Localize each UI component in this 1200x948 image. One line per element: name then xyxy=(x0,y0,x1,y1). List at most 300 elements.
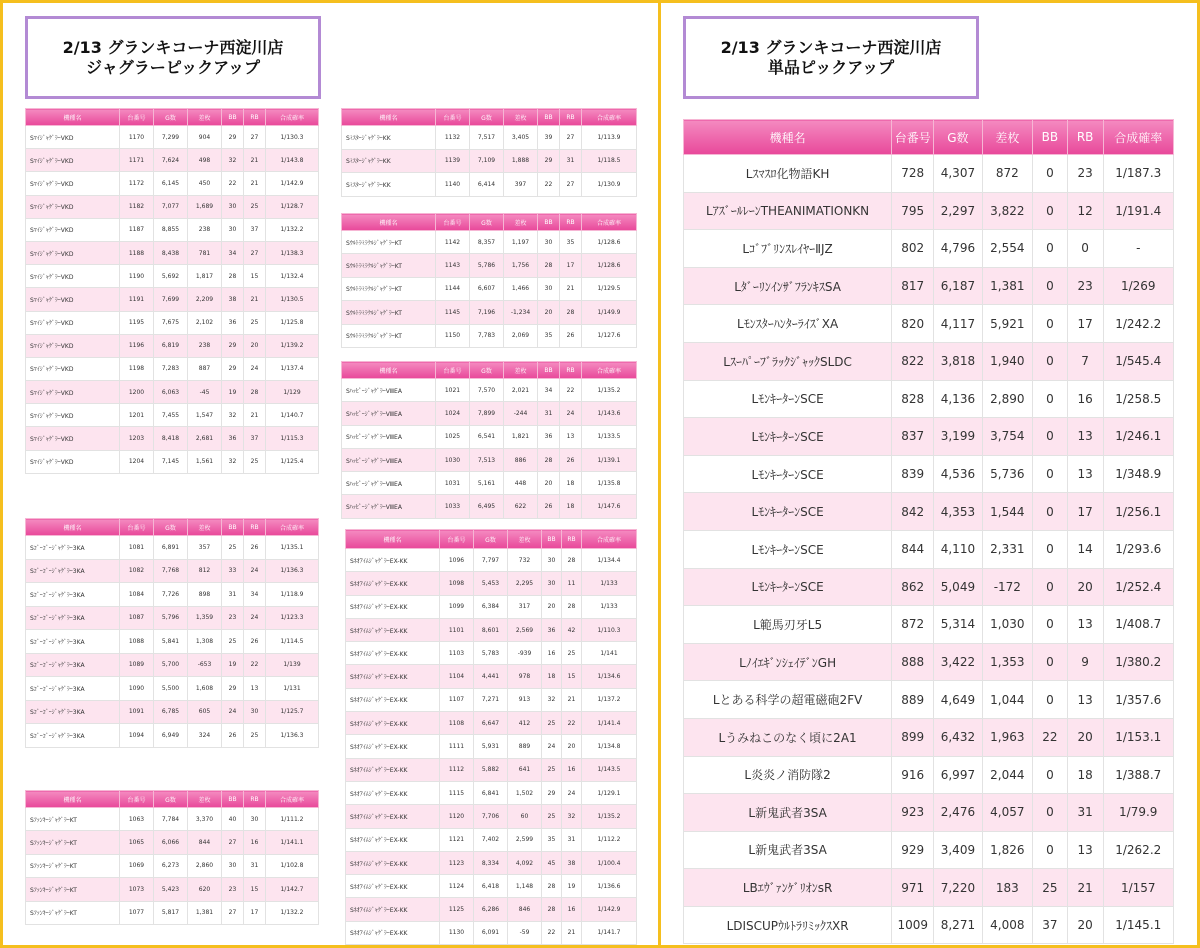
column-header: RB xyxy=(244,791,266,808)
table-cell: 2,599 xyxy=(508,828,542,851)
column-header: 台番号 xyxy=(436,362,470,379)
table-cell: SﾏｲｼﾞｬｸﾞﾗｰVKD xyxy=(26,334,120,357)
table-cell: -939 xyxy=(508,642,542,665)
table-cell: 20 xyxy=(538,472,560,495)
table-cell: 1/143.6 xyxy=(582,402,637,425)
table-cell: 16 xyxy=(1067,380,1103,418)
table-cell: SﾏｲｼﾞｬｸﾞﾗｰVKD xyxy=(26,357,120,380)
table-cell: LﾓﾝｽﾀｰﾊﾝﾀｰﾗｲｽﾞXA xyxy=(684,305,892,343)
table-cell: SﾏｲｼﾞｬｸﾞﾗｰVKD xyxy=(26,427,120,450)
right-title-line2: 単品ピックアップ xyxy=(767,57,895,77)
table-row xyxy=(26,172,319,195)
table-cell: SﾌｧﾝｷｰｼﾞｬｸﾞﾗｰKT xyxy=(26,808,120,831)
table-cell: 5,796 xyxy=(154,606,188,630)
table-cell: 1/135.2 xyxy=(582,805,637,828)
column-header: G数 xyxy=(474,530,508,549)
table-cell: 5,817 xyxy=(154,901,188,924)
table-cell: 6,819 xyxy=(154,334,188,357)
table-cell: 8,855 xyxy=(154,218,188,241)
table-cell: 6,541 xyxy=(470,425,504,448)
table-cell: 1/125.8 xyxy=(266,311,319,334)
table-cell: 1150 xyxy=(436,324,470,347)
table-cell: 1/133 xyxy=(582,595,637,618)
table-cell: 7,797 xyxy=(474,549,508,572)
column-header: G数 xyxy=(154,109,188,126)
table-cell: 34 xyxy=(538,379,560,402)
table-cell: 29 xyxy=(542,781,562,804)
table-cell: 1/135.2 xyxy=(582,379,637,402)
table-header-row xyxy=(26,791,319,808)
table-cell: 37 xyxy=(1033,906,1068,944)
table-cell: 6,273 xyxy=(154,854,188,877)
table-cell: Sｺﾞｰｺﾞｰｼﾞｬｸﾞﾗｰ3KA xyxy=(26,653,120,677)
table-cell: 1/262.2 xyxy=(1103,831,1174,869)
table-cell: 1/134.4 xyxy=(582,549,637,572)
table-row xyxy=(684,342,1174,380)
table-cell: 1120 xyxy=(440,805,474,828)
table-row xyxy=(684,643,1174,681)
table-row xyxy=(684,493,1174,531)
table-cell: 839 xyxy=(892,455,934,493)
table-cell: SｳﾙﾄﾗﾐﾗｸﾙｼﾞｬｸﾞﾗｰKT xyxy=(342,254,436,277)
table-row xyxy=(26,427,319,450)
table-cell: 24 xyxy=(560,402,582,425)
table-cell: 31 xyxy=(1067,794,1103,832)
table-cell: 1132 xyxy=(436,126,470,150)
table-cell: 1,608 xyxy=(188,677,222,701)
table-cell: 20 xyxy=(1067,718,1103,756)
table-cell: 1171 xyxy=(120,149,154,172)
table-cell: Lとある科学の超電磁砲2FV xyxy=(684,681,892,719)
table-cell: 1025 xyxy=(436,425,470,448)
table-cell: 60 xyxy=(508,805,542,828)
table-cell: 1091 xyxy=(120,700,154,724)
table-cell: 7,196 xyxy=(470,301,504,324)
table-cell: 6,647 xyxy=(474,712,508,735)
table-cell: SﾈｵｱｲﾑｼﾞｬｸﾞﾗｰEX-KK xyxy=(346,618,440,641)
table-cell: 1/143.5 xyxy=(582,758,637,781)
table-cell: 732 xyxy=(508,549,542,572)
table-row xyxy=(684,606,1174,644)
table-cell: 23 xyxy=(222,606,244,630)
table-cell: 1/113.9 xyxy=(582,126,637,150)
table-cell: 1,821 xyxy=(504,425,538,448)
table-cell: 1/143.8 xyxy=(266,149,319,172)
table-cell: 20 xyxy=(562,735,582,758)
table-cell: 1,826 xyxy=(982,831,1032,869)
table-cell: 30 xyxy=(222,854,244,877)
table-cell: 11 xyxy=(562,572,582,595)
table-cell: 0 xyxy=(1033,681,1068,719)
table-cell: SﾊｯﾋﾟｰｼﾞｬｸﾞﾗｰVⅢEA xyxy=(342,379,436,402)
table-row xyxy=(342,173,637,197)
table-cell: 2,069 xyxy=(504,324,538,347)
table-cell: 29 xyxy=(222,677,244,701)
table-cell: 6,063 xyxy=(154,381,188,404)
table-cell: 1098 xyxy=(440,572,474,595)
column-header: 合成確率 xyxy=(582,109,637,126)
column-header: BB xyxy=(1033,120,1068,155)
table-cell: 1/123.3 xyxy=(266,606,319,630)
table-cell: 25 xyxy=(542,805,562,828)
table-cell: 1099 xyxy=(440,595,474,618)
table-row xyxy=(684,869,1174,907)
table-cell: 837 xyxy=(892,418,934,456)
table-cell: 1063 xyxy=(120,808,154,831)
table-cell: 31 xyxy=(538,402,560,425)
table-neoim-juggler xyxy=(345,529,637,945)
table-row xyxy=(684,794,1174,832)
table-cell: 1030 xyxy=(436,448,470,471)
table-cell: 1112 xyxy=(440,758,474,781)
table-cell: 795 xyxy=(892,192,934,230)
table-cell: SﾌｧﾝｷｰｼﾞｬｸﾞﾗｰKT xyxy=(26,854,120,877)
table-cell: SﾏｲｼﾞｬｸﾞﾗｰVKD xyxy=(26,172,120,195)
table-cell: 30 xyxy=(542,572,562,595)
table-cell: 2,569 xyxy=(508,618,542,641)
table-cell: 0 xyxy=(1033,380,1068,418)
table-cell: 0 xyxy=(1033,493,1068,531)
column-header: 差枚 xyxy=(504,362,538,379)
table-row xyxy=(342,425,637,448)
table-cell: 3,822 xyxy=(982,192,1032,230)
table-cell: 8,418 xyxy=(154,427,188,450)
table-cell: 30 xyxy=(222,195,244,218)
table-cell: 24 xyxy=(542,735,562,758)
table-row xyxy=(346,712,637,735)
table-cell: 1033 xyxy=(436,495,470,518)
table-cell: 1,963 xyxy=(982,718,1032,756)
table-cell: 13 xyxy=(1067,455,1103,493)
table-cell: 1196 xyxy=(120,334,154,357)
table-cell: 1140 xyxy=(436,173,470,197)
column-header: G数 xyxy=(934,120,982,155)
table-cell: 7,109 xyxy=(470,149,504,173)
table-cell: SﾐｽﾀｰｼﾞｬｸﾞﾗｰKK xyxy=(342,173,436,197)
table-cell: 1101 xyxy=(440,618,474,641)
column-header: G数 xyxy=(154,519,188,536)
table-cell: 12 xyxy=(1067,192,1103,230)
table-cell: 4,008 xyxy=(982,906,1032,944)
table-row xyxy=(26,311,319,334)
table-cell: 34 xyxy=(222,241,244,264)
table-cell: 30 xyxy=(222,218,244,241)
table-cell: Sｺﾞｰｺﾞｰｼﾞｬｸﾞﾗｰ3KA xyxy=(26,559,120,583)
table-row xyxy=(684,718,1174,756)
table-mister-juggler xyxy=(341,108,637,197)
table-cell: 35 xyxy=(542,828,562,851)
table-cell: 22 xyxy=(538,173,560,197)
table-cell: 1/135.8 xyxy=(582,472,637,495)
table-cell: 1,044 xyxy=(982,681,1032,719)
table-cell: 6,286 xyxy=(474,898,508,921)
table-cell: 1/141.1 xyxy=(266,831,319,854)
table-cell: 1/134.6 xyxy=(582,665,637,688)
table-row xyxy=(684,756,1174,794)
table-cell: 21 xyxy=(244,404,266,427)
table-row xyxy=(684,155,1174,193)
table-row xyxy=(684,267,1174,305)
table-cell: Sｺﾞｰｺﾞｰｼﾞｬｸﾞﾗｰ3KA xyxy=(26,724,120,748)
table-cell: 7,077 xyxy=(154,195,188,218)
table-cell: 1021 xyxy=(436,379,470,402)
table-cell: 21 xyxy=(244,172,266,195)
table-row xyxy=(26,357,319,380)
table-cell: 1,888 xyxy=(504,149,538,173)
table-cell: 2,554 xyxy=(982,230,1032,268)
table-cell: 6,418 xyxy=(474,875,508,898)
table-cell: 1/132.4 xyxy=(266,265,319,288)
table-cell: 24 xyxy=(244,606,266,630)
table-cell: 1/157 xyxy=(1103,869,1174,907)
table-cell: 4,649 xyxy=(934,681,982,719)
table-cell: 3,409 xyxy=(934,831,982,869)
table-cell: 887 xyxy=(188,357,222,380)
table-cell: 6,066 xyxy=(154,831,188,854)
table-cell: 36 xyxy=(538,425,560,448)
table-cell: 9 xyxy=(1067,643,1103,681)
table-cell: 25 xyxy=(1033,869,1068,907)
table-cell: 13 xyxy=(560,425,582,448)
table-cell: 1/114.5 xyxy=(266,630,319,654)
table-cell: 20 xyxy=(1067,906,1103,944)
table-cell: 1,689 xyxy=(188,195,222,218)
table-cell: 620 xyxy=(188,878,222,901)
table-cell: 20 xyxy=(1067,568,1103,606)
table-cell: 15 xyxy=(244,878,266,901)
table-cell: 38 xyxy=(222,288,244,311)
table-header-row xyxy=(346,530,637,549)
right-title-line1: 2/13 グランキコーナ西淀川店 xyxy=(720,37,942,57)
table-cell: 37 xyxy=(244,427,266,450)
column-header: 合成確率 xyxy=(582,530,637,549)
table-cell: 29 xyxy=(222,357,244,380)
table-cell: SｳﾙﾄﾗﾐﾗｸﾙｼﾞｬｸﾞﾗｰKT xyxy=(342,277,436,300)
table-cell: 2,297 xyxy=(934,192,982,230)
table-cell: 1/125.7 xyxy=(266,700,319,724)
table-cell: 2,476 xyxy=(934,794,982,832)
table-cell: 2,681 xyxy=(188,427,222,450)
table-cell: 397 xyxy=(504,173,538,197)
table-cell: 4,796 xyxy=(934,230,982,268)
table-cell: 7,455 xyxy=(154,404,188,427)
table-cell: 1/256.1 xyxy=(1103,493,1174,531)
table-cell: 3,818 xyxy=(934,342,982,380)
table-cell: 357 xyxy=(188,536,222,560)
table-cell: 20 xyxy=(244,334,266,357)
table-cell: 1/130.3 xyxy=(266,126,319,149)
table-row xyxy=(346,549,637,572)
table-cell: 16 xyxy=(244,831,266,854)
column-header: RB xyxy=(560,214,582,231)
table-cell: SﾏｲｼﾞｬｸﾞﾗｰVKD xyxy=(26,450,120,473)
column-header: 機種名 xyxy=(342,109,436,126)
table-row xyxy=(342,126,637,150)
table-cell: 1/133.5 xyxy=(582,425,637,448)
table-row xyxy=(342,301,637,324)
table-row xyxy=(26,450,319,473)
table-cell: 17 xyxy=(560,254,582,277)
table-cell: 13 xyxy=(244,677,266,701)
table-cell: 36 xyxy=(222,311,244,334)
table-cell: 899 xyxy=(892,718,934,756)
table-cell: 6,432 xyxy=(934,718,982,756)
table-row xyxy=(684,418,1174,456)
table-cell: 22 xyxy=(244,653,266,677)
column-header: 機種名 xyxy=(26,109,120,126)
table-cell: 7,283 xyxy=(154,357,188,380)
table-cell: 2,044 xyxy=(982,756,1032,794)
table-cell: 2,860 xyxy=(188,854,222,877)
table-cell: 898 xyxy=(188,583,222,607)
table-cell: 1198 xyxy=(120,357,154,380)
table-row xyxy=(684,681,1174,719)
table-cell: 1203 xyxy=(120,427,154,450)
table-cell: 25 xyxy=(222,630,244,654)
table-cell: 18 xyxy=(542,665,562,688)
table-cell: SﾏｲｼﾞｬｸﾞﾗｰVKD xyxy=(26,218,120,241)
table-cell: 15 xyxy=(244,265,266,288)
table-cell: L範馬刃牙L5 xyxy=(684,606,892,644)
table-cell: Sｺﾞｰｺﾞｰｼﾞｬｸﾞﾗｰ3KA xyxy=(26,677,120,701)
table-cell: 7,768 xyxy=(154,559,188,583)
table-row xyxy=(342,448,637,471)
table-cell: 1090 xyxy=(120,677,154,701)
table-cell: 31 xyxy=(222,583,244,607)
table-cell: 1/141.4 xyxy=(582,712,637,735)
left-title-line2: ジャグラーピックアップ xyxy=(86,57,260,77)
table-cell: 1/130.9 xyxy=(582,173,637,197)
table-cell: 8,334 xyxy=(474,851,508,874)
table-cell: 5,931 xyxy=(474,735,508,758)
table-cell: 1/128.7 xyxy=(266,195,319,218)
column-header: 差枚 xyxy=(188,109,222,126)
table-cell: 26 xyxy=(560,448,582,471)
table-cell: 25 xyxy=(244,724,266,748)
column-header: 機種名 xyxy=(26,791,120,808)
table-cell: 904 xyxy=(188,126,222,149)
table-cell: 1/149.9 xyxy=(582,301,637,324)
table-cell: Sｺﾞｰｺﾞｰｼﾞｬｸﾞﾗｰ3KA xyxy=(26,583,120,607)
table-cell: 4,353 xyxy=(934,493,982,531)
table-cell: 17 xyxy=(1067,305,1103,343)
table-cell: 1190 xyxy=(120,265,154,288)
table-cell: 1/118.9 xyxy=(266,583,319,607)
table-cell: 1200 xyxy=(120,381,154,404)
table-header-row xyxy=(342,362,637,379)
table-cell: 1188 xyxy=(120,241,154,264)
table-cell: 1/187.3 xyxy=(1103,155,1174,193)
table-cell: 3,370 xyxy=(188,808,222,831)
table-row xyxy=(684,906,1174,944)
table-cell: 1/79.9 xyxy=(1103,794,1174,832)
table-cell: 18 xyxy=(560,472,582,495)
table-cell: 32 xyxy=(562,805,582,828)
table-cell: 0 xyxy=(1033,756,1068,794)
table-cell: 7,220 xyxy=(934,869,982,907)
table-cell: SﾏｲｼﾞｬｸﾞﾗｰVKD xyxy=(26,265,120,288)
table-cell: 16 xyxy=(542,642,562,665)
table-cell: 0 xyxy=(1033,455,1068,493)
table-cell: 6,384 xyxy=(474,595,508,618)
table-cell: 30 xyxy=(542,549,562,572)
table-cell: 7 xyxy=(1067,342,1103,380)
column-header: 合成確率 xyxy=(266,109,319,126)
column-header: 合成確率 xyxy=(582,362,637,379)
table-cell: 4,307 xyxy=(934,155,982,193)
table-cell: 3,199 xyxy=(934,418,982,456)
table-cell: 728 xyxy=(892,155,934,193)
table-cell: SﾌｧﾝｷｰｼﾞｬｸﾞﾗｰKT xyxy=(26,878,120,901)
table-cell: 1/388.7 xyxy=(1103,756,1174,794)
table-cell: SﾌｧﾝｷｰｼﾞｬｸﾞﾗｰKT xyxy=(26,831,120,854)
table-cell: 1/128.6 xyxy=(582,231,637,254)
table-cell: 1,466 xyxy=(504,277,538,300)
table-cell: Sｺﾞｰｺﾞｰｼﾞｬｸﾞﾗｰ3KA xyxy=(26,630,120,654)
table-cell: 21 xyxy=(244,149,266,172)
table-cell: 1/129.5 xyxy=(582,277,637,300)
column-header: RB xyxy=(1067,120,1103,155)
table-cell: 22 xyxy=(222,172,244,195)
table-cell: 1/100.4 xyxy=(582,851,637,874)
table-cell: 1121 xyxy=(440,828,474,851)
table-cell: SﾐｽﾀｰｼﾞｬｸﾞﾗｰKK xyxy=(342,149,436,173)
table-cell: 28 xyxy=(560,301,582,324)
table-cell: 13 xyxy=(1067,418,1103,456)
table-cell: 1191 xyxy=(120,288,154,311)
table-cell: SﾏｲｼﾞｬｸﾞﾗｰVKD xyxy=(26,149,120,172)
table-cell: 0 xyxy=(1033,418,1068,456)
table-cell: 6,607 xyxy=(470,277,504,300)
table-cell: 24 xyxy=(562,781,582,804)
table-cell: SﾏｲｼﾞｬｸﾞﾗｰVKD xyxy=(26,381,120,404)
table-cell: Sｺﾞｰｺﾞｰｼﾞｬｸﾞﾗｰ3KA xyxy=(26,700,120,724)
table-cell: 1/110.3 xyxy=(582,618,637,641)
table-cell: 7,899 xyxy=(470,402,504,425)
table-row xyxy=(342,149,637,173)
table-row xyxy=(26,288,319,311)
table-cell: 1/246.1 xyxy=(1103,418,1174,456)
table-cell: 13 xyxy=(1067,681,1103,719)
table-cell: SﾏｲｼﾞｬｸﾞﾗｰVKD xyxy=(26,241,120,264)
column-header: 合成確率 xyxy=(1103,120,1174,155)
table-cell: 6,785 xyxy=(154,700,188,724)
table-cell: 7,675 xyxy=(154,311,188,334)
column-header: 台番号 xyxy=(440,530,474,549)
table-cell: 14 xyxy=(1067,530,1103,568)
column-header: RB xyxy=(244,519,266,536)
table-cell: 1/408.7 xyxy=(1103,606,1174,644)
table-cell: 1/125.4 xyxy=(266,450,319,473)
column-header: 合成確率 xyxy=(266,791,319,808)
table-cell: 1,359 xyxy=(188,606,222,630)
table-cell: 36 xyxy=(542,618,562,641)
table-cell: 7,299 xyxy=(154,126,188,149)
table-cell: 28 xyxy=(562,549,582,572)
table-cell: 1,353 xyxy=(982,643,1032,681)
table-cell: 7,402 xyxy=(474,828,508,851)
table-row xyxy=(346,805,637,828)
table-cell: 5,314 xyxy=(934,606,982,644)
table-cell: 7,624 xyxy=(154,149,188,172)
table-cell: 8,601 xyxy=(474,618,508,641)
table-cell: 19 xyxy=(222,653,244,677)
table-header-row xyxy=(342,214,637,231)
table-cell: 1/348.9 xyxy=(1103,455,1174,493)
table-row xyxy=(26,536,319,560)
table-cell: 0 xyxy=(1033,155,1068,193)
table-cell: 1195 xyxy=(120,311,154,334)
